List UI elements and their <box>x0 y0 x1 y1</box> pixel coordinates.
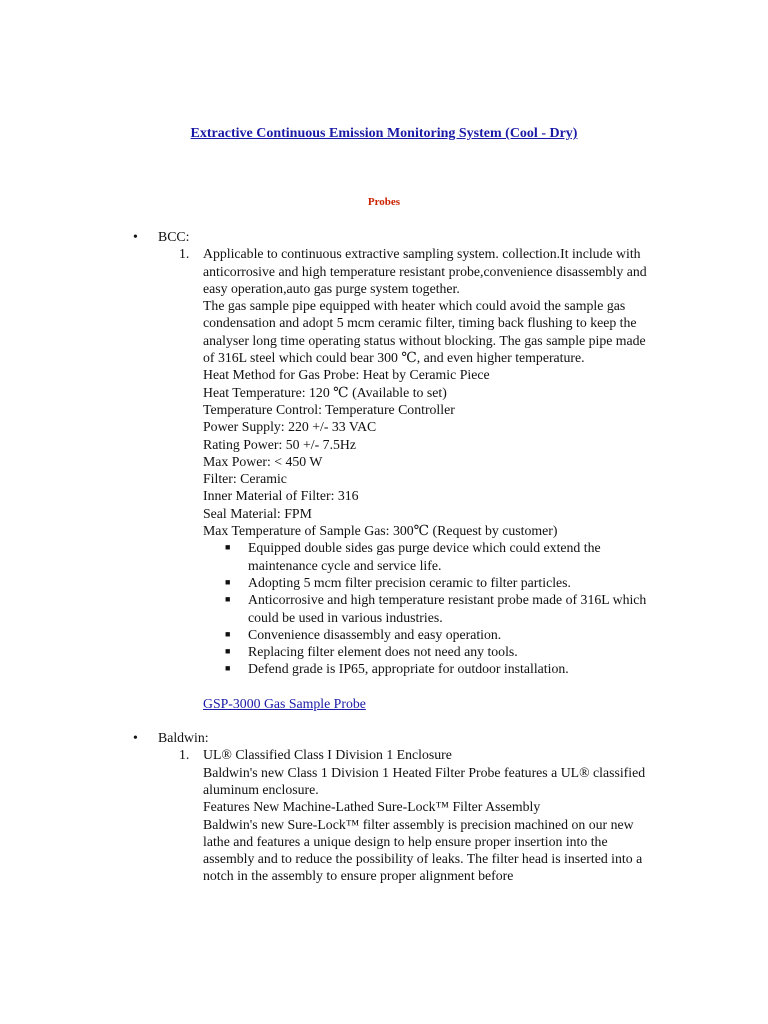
baldwin-heading-2: Features New Machine-Lathed Sure-Lock™ Filter Assembly <box>203 799 541 815</box>
bcc-item-1 <box>179 245 658 677</box>
section-heading-probes: Probes <box>367 196 401 208</box>
feature-text: Defend grade is IP65, appropriate for outdoor installation. <box>248 661 569 677</box>
square-bullet-icon: ■ <box>225 594 231 605</box>
spec-line: Temperature Control: Temperature Controller <box>203 401 455 417</box>
baldwin-text-1: Baldwin's new Class 1 Division 1 Heated Filter Probe features a UL® classified aluminum enclosure. <box>203 764 646 797</box>
bcc-label: BCC: <box>158 229 190 244</box>
probe-list <box>0 228 768 885</box>
square-bullet-icon: ■ <box>225 542 231 553</box>
title-link[interactable]: Extractive Continuous Emission Monitoring System (Cool - Dry) <box>190 126 578 141</box>
spec-line: Heat Method for Gas Probe: Heat by Ceramic Piece <box>203 367 490 383</box>
list-item-baldwin <box>0 729 658 885</box>
spec-line: Max Temperature of Sample Gas: 300℃ (Request by customer) <box>203 523 558 539</box>
spec-line: Filter: Ceramic <box>203 471 287 487</box>
feature-item <box>225 574 658 591</box>
disc-bullet-icon: • <box>133 730 138 746</box>
page-title <box>0 126 768 142</box>
square-bullet-icon: ■ <box>225 576 231 587</box>
spec-line: Rating Power: 50 +/- 7.5Hz <box>203 436 357 452</box>
bcc-item-number: 1. <box>179 246 190 262</box>
spec-line: Seal Material: FPM <box>203 505 312 521</box>
spec-line: Inner Material of Filter: 316 <box>203 488 359 504</box>
baldwin-item-number: 1. <box>179 747 190 763</box>
feature-text: Adopting 5 mcm filter precision ceramic to filter particles. <box>248 574 571 590</box>
spec-line: Power Supply: 220 +/- 33 VAC <box>203 419 377 435</box>
feature-item <box>225 626 658 643</box>
baldwin-numbered-list <box>158 746 658 884</box>
feature-list <box>203 539 658 677</box>
bcc-numbered-list <box>158 245 658 677</box>
baldwin-heading-1: UL® Classified Class I Division 1 Enclosure <box>203 747 452 763</box>
list-item-bcc <box>0 228 658 729</box>
square-bullet-icon: ■ <box>225 663 231 674</box>
feature-text: Replacing filter element does not need any tools. <box>248 644 518 660</box>
feature-item <box>225 539 658 574</box>
square-bullet-icon: ■ <box>225 646 231 657</box>
spec-line: Max Power: < 450 W <box>203 453 323 469</box>
feature-item <box>225 643 658 660</box>
feature-text: Equipped double sides gas purge device which could extend the maintenance cycle and service life. <box>248 540 601 573</box>
bcc-intro-text: Applicable to continuous extractive sampling system. collection.It include with anticorrosive and high temperature resistant probe,convenience disassembly and easy operation,auto gas purge system together. <box>203 246 647 296</box>
spec-line: Heat Temperature: 120 ℃ (Available to set) <box>203 384 447 400</box>
feature-text: Anticorrosive and high temperature resistant probe made of 316L which could be used in various industries. <box>248 592 647 625</box>
feature-text: Convenience disassembly and easy operation. <box>248 626 502 642</box>
disc-bullet-icon: • <box>133 229 138 244</box>
feature-item <box>225 591 658 626</box>
gsp-3000-link[interactable]: GSP-3000 Gas Sample Probe <box>203 695 366 711</box>
baldwin-item-1 <box>179 746 658 884</box>
bcc-description-text: The gas sample pipe equipped with heater which could avoid the sample gas condensation and adopt 5 mcm ceramic filter, timing back flushing to keep the analyser long time operating status without blocking. The gas sample pipe made of 316L steel which could bear 300 ℃, and even higher temperature. <box>203 298 646 366</box>
baldwin-label: Baldwin: <box>158 730 209 746</box>
square-bullet-icon: ■ <box>225 628 231 639</box>
feature-item <box>225 660 658 677</box>
baldwin-text-2: Baldwin's new Sure-Lock™ filter assembly is precision machined on our new lathe and features a unique design to help ensure proper insertion into the assembly and to reduce the possibility of leaks. The filter head is inserted into a notch in the assembly to ensure proper alignment before <box>203 816 643 884</box>
probe-link-line <box>203 695 658 712</box>
document-body <box>0 228 768 885</box>
